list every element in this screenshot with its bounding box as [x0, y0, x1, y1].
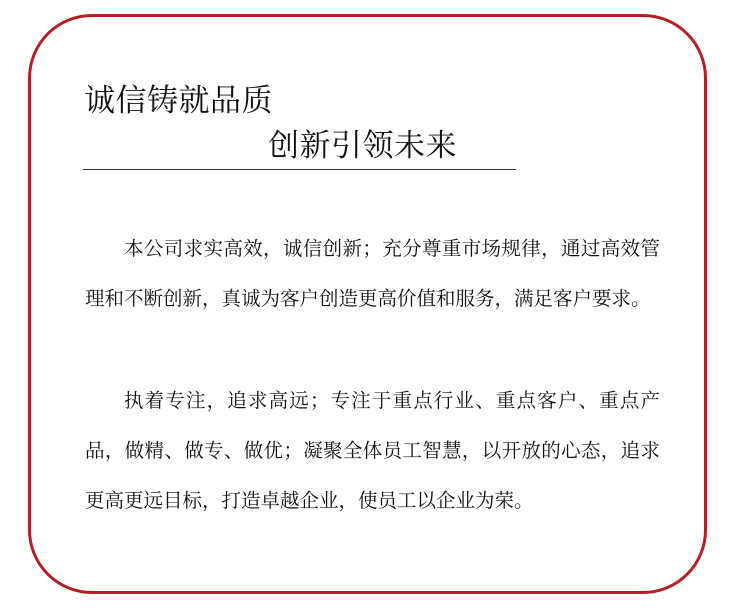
heading-line-1: 诚信铸就品质 — [84, 83, 273, 119]
heading-underline-divider — [83, 169, 516, 170]
heading-line-2: 创新引领未来 — [268, 128, 457, 164]
paragraph-integrity: 本公司求实高效，诚信创新；充分尊重市场规律，通过高效管理和不断创新，真诚为客户创造更高价值和服务，满足客户要求。 — [85, 237, 660, 310]
paragraph-focus: 执着专注，追求高远；专注于重点行业、重点客户、重点产品，做精、做专、做优；凝聚全体员工智慧，以开放的心态，追求更高更远目标，打造卓越企业，使员工以企业为荣。 — [85, 389, 660, 512]
